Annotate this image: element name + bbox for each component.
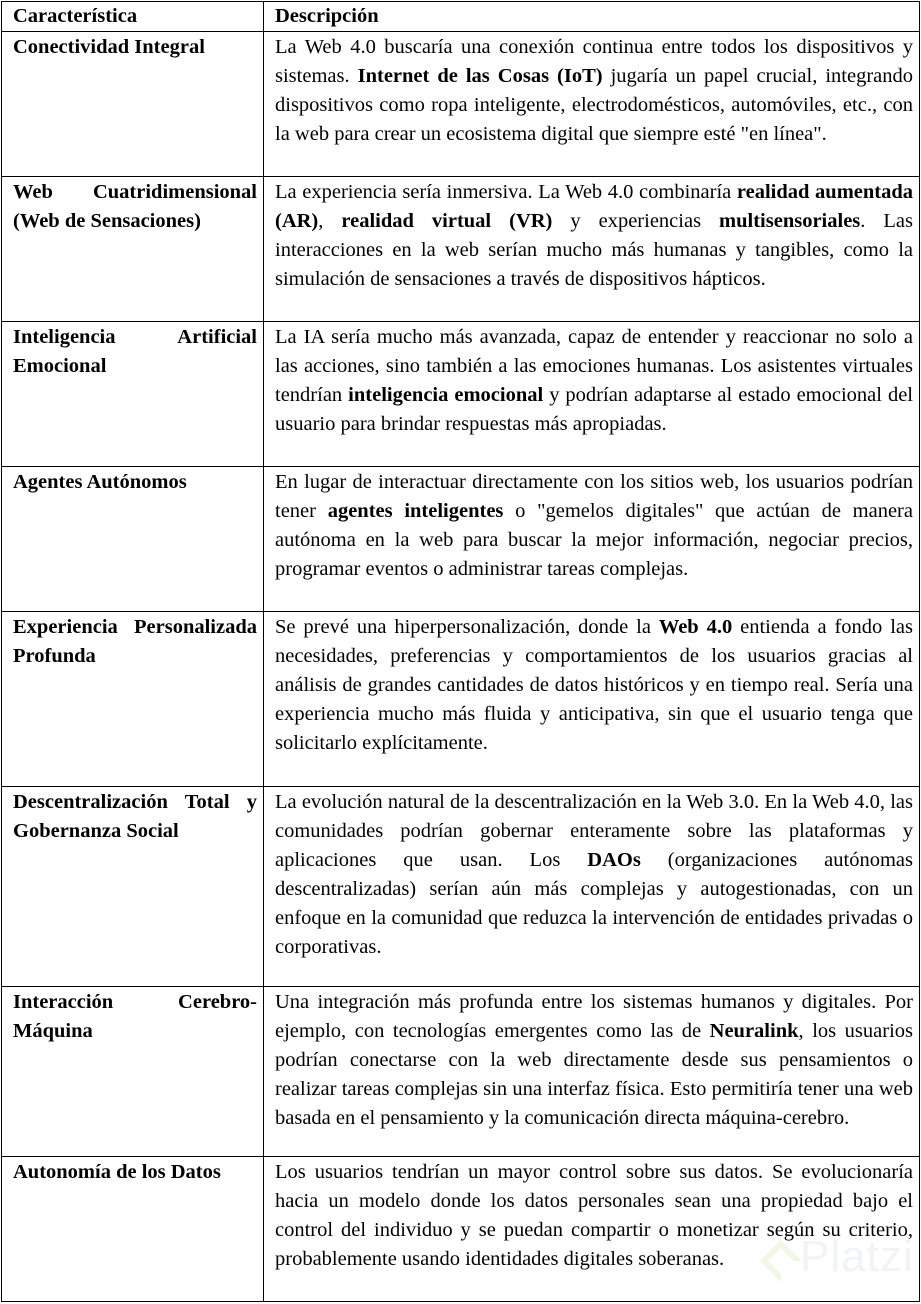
emphasis-text: Neuralink: [709, 1020, 799, 1042]
body-text: . Las interacciones en la web serían mucho más humanas y tangibles, como la simulación de sensaciones a través de dispositivos hápticos.: [275, 210, 913, 290]
emphasis-text: Web 4.0: [658, 616, 733, 638]
emphasis-text: Internet de las Cosas (IoT): [357, 65, 603, 87]
description-cell: [264, 467, 920, 612]
description-cell: [264, 177, 920, 322]
description-cell: [264, 612, 920, 787]
body-text: Una integración más profunda entre los sistemas humanos y digitales. Por ejemplo, con tecnologías emergentes como las de: [275, 991, 913, 1042]
table-row: [2, 1157, 920, 1302]
body-text: La IA sería mucho más avanzada, capaz de entender y reaccionar no solo a las acciones, sino también a las emociones humanas. Los asistentes virtuales tendrían: [275, 326, 913, 406]
body-text: , los usuarios podrían conectarse con la web directamente desde sus pensamientos o realizar tareas complejas sin una interfaz física. Esto permitiría tener una web basada en el pensamiento y la comunicación directa máquina-cerebro.: [275, 1020, 914, 1129]
body-text: o "gemelos digitales" que actúan de manera autónoma en la web para buscar la mejor información, negociar precios, programar eventos o administrar tareas complejas.: [275, 500, 913, 580]
description-cell: [264, 787, 920, 987]
table-row: [2, 987, 920, 1157]
header-feature: Característica: [2, 2, 264, 32]
body-text: jugaría un papel crucial, integrando dispositivos como ropa inteligente, electrodomésticos, automóviles, etc., con la web para crear un ecosistema digital que siempre esté "en línea".: [275, 65, 914, 145]
emphasis-text: agentes inteligentes: [327, 500, 504, 522]
emphasis-text: multisensoriales: [719, 210, 861, 232]
body-text: y experiencias: [552, 210, 720, 232]
feature-cell: Autonomía de los Datos: [2, 1157, 264, 1302]
table-row: [2, 177, 920, 322]
emphasis-text: realidad aumentada (AR): [275, 181, 913, 232]
body-text: Se prevé una hiperpersonalización, donde la: [275, 616, 659, 638]
table-row: [2, 32, 920, 177]
body-text: ,: [318, 210, 342, 232]
feature-cell: Conectividad Integral: [2, 32, 264, 177]
header-description: Descripción: [264, 2, 920, 32]
watermark-text: Platzi: [800, 1232, 914, 1281]
description-cell: [264, 32, 920, 177]
feature-cell: Experiencia Personalizada Profunda: [2, 612, 264, 787]
emphasis-text: inteligencia emocional: [348, 384, 544, 406]
table-header-row: [2, 2, 920, 32]
table-row: [2, 612, 920, 787]
body-text: La evolución natural de la descentralización en la Web 3.0. En la Web 4.0, las comunidades podrían gobernar enteramente sobre las plataformas y aplicaciones que usan. Los: [275, 791, 913, 871]
features-table: [1, 1, 920, 1302]
table-row: [2, 322, 920, 467]
body-text: En lugar de interactuar directamente con los sitios web, los usuarios podrían tener: [275, 471, 913, 522]
feature-cell: Agentes Autónomos: [2, 467, 264, 612]
feature-cell: Descentralización Total y Gobernanza Social: [2, 787, 264, 987]
table-row: [2, 467, 920, 612]
body-text: Los usuarios tendrían un mayor control sobre sus datos. Se evolucionaría hacia un modelo donde los datos personales sean una propiedad bajo el control del individuo y se puedan compartir o monetizar según su criterio, probablemente usando identidades digitales soberanas.: [275, 1161, 913, 1270]
body-text: La experiencia sería inmersiva. La Web 4.0 combinaría: [275, 181, 737, 203]
feature-cell: Inteligencia Artificial Emocional: [2, 322, 264, 467]
body-text: La Web 4.0 buscaría una conexión continua entre todos los dispositivos y sistemas.: [275, 36, 913, 87]
description-cell: [264, 1157, 920, 1302]
emphasis-text: realidad virtual (VR): [341, 210, 553, 232]
description-cell: [264, 322, 920, 467]
body-text: (organizaciones autónomas descentralizadas) serían aún más complejas y autogestionadas, con un enfoque en la comunidad que reduzca la intervención de entidades privadas o corporativas.: [275, 849, 913, 958]
emphasis-text: DAOs: [587, 849, 641, 871]
body-text: y podrían adaptarse al estado emocional del usuario para brindar respuestas más apropiadas.: [275, 384, 914, 435]
body-text: entienda a fondo las necesidades, preferencias y comportamientos de los usuarios gracias al análisis de grandes cantidades de datos históricos y en tiempo real. Sería una experiencia mucho más fluida y anticipativa, sin que el usuario tenga que solicitarlo explícitamente.: [275, 616, 913, 754]
description-cell: [264, 987, 920, 1157]
feature-cell: Web Cuatridimensional (Web de Sensaciones): [2, 177, 264, 322]
table-row: [2, 787, 920, 987]
feature-cell: Interacción Cerebro-Máquina: [2, 987, 264, 1157]
